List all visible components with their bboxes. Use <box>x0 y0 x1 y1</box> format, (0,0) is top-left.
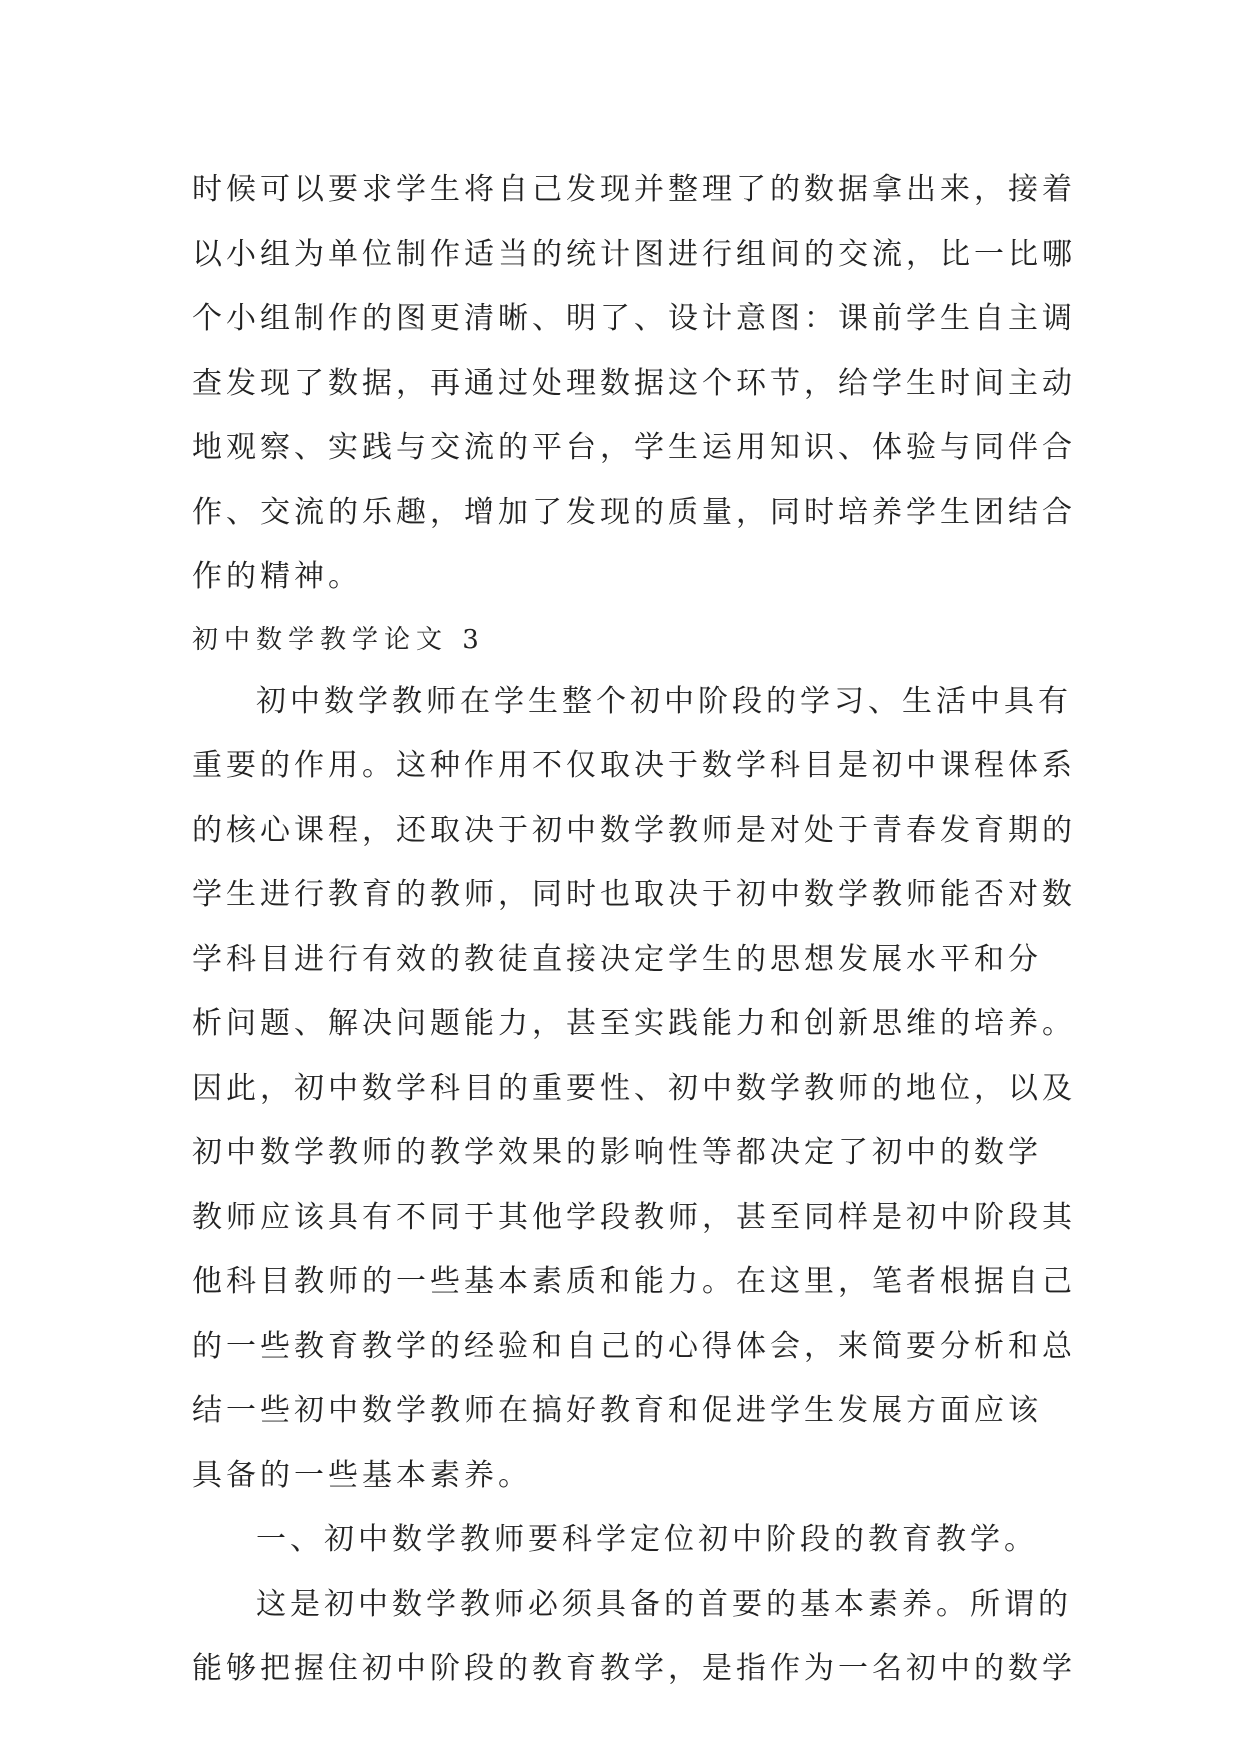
paragraph-line: 他科目教师的一些基本素质和能力。在这里，笔者根据自己 <box>192 1264 1076 1299</box>
section-heading: 初中数学教学论文 3 <box>192 624 485 655</box>
paragraph-line: 具备的一些基本素养。 <box>192 1457 532 1493</box>
paragraph-line: 学科目进行有效的教徒直接决定学生的思想发展水平和分 <box>192 941 1042 977</box>
paragraph-line: 个小组制作的图更清晰、明了、设计意图：课前学生自主调 <box>192 301 1076 336</box>
paragraph-line: 查发现了数据，再通过处理数据这个环节，给学生时间主动 <box>192 365 1076 401</box>
paragraph-line: 这是初中数学教师必须具备的首要的基本素养。所谓的 <box>256 1586 1072 1622</box>
paragraph-line: 初中数学教师的教学效果的影响性等都决定了初中的数学 <box>192 1135 1042 1170</box>
paragraph-line: 能够把握住初中阶段的教育教学，是指作为一名初中的数学 <box>192 1651 1076 1686</box>
paragraph-line: 初中数学教师在学生整个初中阶段的学习、生活中具有 <box>256 683 1072 719</box>
paragraph-line: 析问题、解决问题能力，甚至实践能力和创新思维的培养。 <box>192 1006 1076 1041</box>
paragraph-line: 重要的作用。这种作用不仅取决于数学科目是初中课程体系 <box>192 748 1076 783</box>
document-body <box>192 158 1076 1702</box>
paragraph-line: 因此，初中数学科目的重要性、初中数学教师的地位，以及 <box>192 1070 1076 1106</box>
paragraph-line: 学生进行教育的教师，同时也取决于初中数学教师能否对数 <box>192 877 1076 912</box>
paragraph-line: 教师应该具有不同于其他学段教师，甚至同样是初中阶段其 <box>192 1199 1076 1235</box>
paragraph-line: 时候可以要求学生将自己发现并整理了的数据拿出来，接着 <box>192 172 1076 207</box>
paragraph-line: 作的精神。 <box>192 559 362 594</box>
paragraph-line: 地观察、实践与交流的平台，学生运用知识、体验与同伴合 <box>192 430 1076 465</box>
paragraph-line: 的一些教育教学的经验和自己的心得体会，来简要分析和总 <box>192 1328 1076 1364</box>
subsection-heading: 一、初中数学教师要科学定位初中阶段的教育教学。 <box>256 1522 1038 1557</box>
paragraph-line: 的核心课程，还取决于初中数学教师是对处于青春发育期的 <box>192 812 1076 848</box>
paragraph-line: 以小组为单位制作适当的统计图进行组间的交流，比一比哪 <box>192 236 1076 272</box>
paragraph-line: 结一些初中数学教师在搞好教育和促进学生发展方面应该 <box>192 1393 1042 1428</box>
paragraph-line: 作、交流的乐趣，增加了发现的质量，同时培养学生团结合 <box>192 494 1076 530</box>
